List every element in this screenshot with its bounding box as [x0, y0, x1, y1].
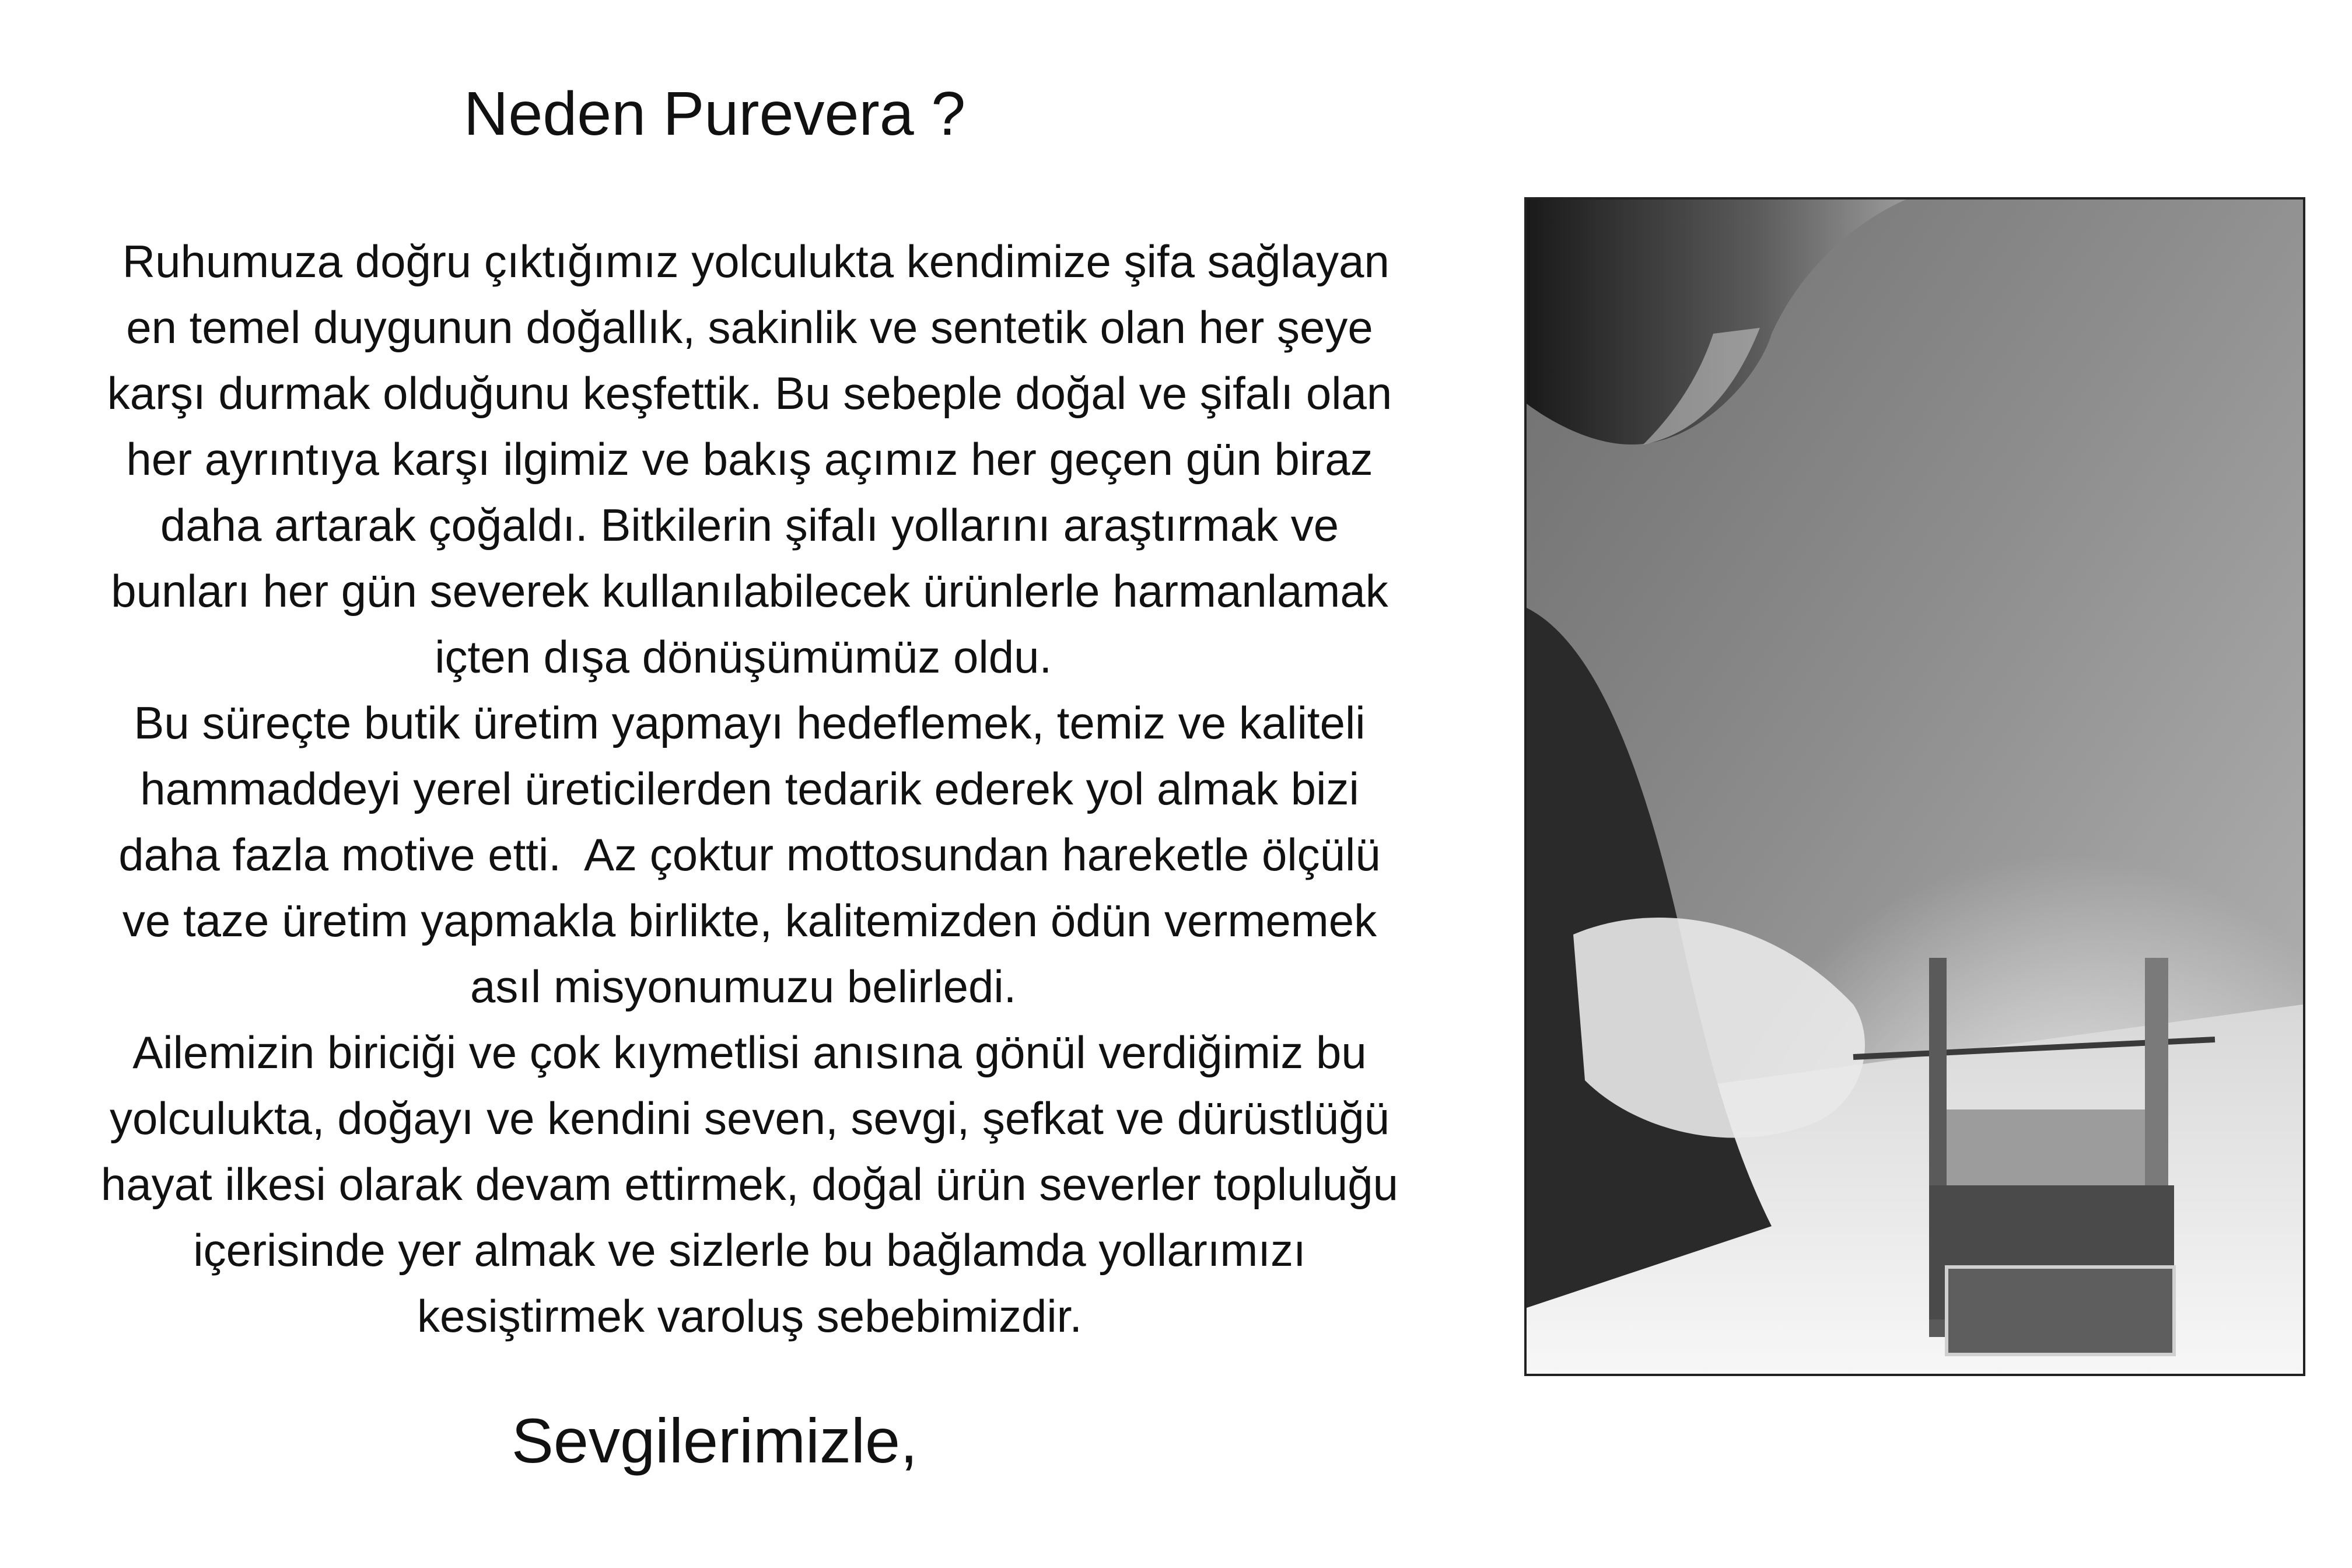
paragraph-line: bunları her gün severek kullanılabilecek ürünlerle harmanlamak: [111, 565, 1388, 617]
paragraph-line: yolculukta, doğayı ve kendini seven, sevgi, şefkat ve dürüstlüğü: [110, 1093, 1390, 1144]
paragraph-line: daha fazla motive etti. Az çoktur mottosundan hareketle ölçülü: [118, 829, 1381, 880]
paragraph-line: her ayrıntıya karşı ilgimiz ve bakış açımız her geçen gün biraz: [126, 433, 1373, 485]
about-paragraph: [76, 229, 1423, 1349]
paragraph-line: Ruhumuza doğru çıktığımız yolculukta kendimize şifa sağlayan: [110, 236, 1390, 287]
paragraph-line: Ailemizin biriciği ve çok kıymetlisi anısına gönül verdiğimiz bu: [132, 1027, 1367, 1078]
soap-bar: [1947, 1110, 2145, 1185]
paragraph-line: hayat ilkesi olarak devam ettirmek, doğal ürün severler topluluğu: [100, 1158, 1399, 1210]
soap-making-photo: [1524, 197, 2305, 1376]
paragraph-line: ve taze üretim yapmakla birlikte, kalitemizden ödün vermemek: [122, 895, 1377, 946]
paragraph-line: içten dışa dönüşümümüz oldu.: [435, 631, 1065, 682]
paragraph-line: Bu süreçte butik üretim yapmayı hedeflemek, temiz ve kaliteli: [134, 697, 1366, 748]
page-title: Neden Purevera ?: [463, 79, 966, 148]
signoff: Sevgilerimizle,: [511, 1405, 918, 1476]
paragraph-line: içerisinde yer almak ve sizlerle bu bağlamda yollarımızı: [193, 1224, 1306, 1276]
paragraph-line: en temel duygunun doğallık, sakinlik ve sentetik olan her şeye: [126, 302, 1373, 353]
paragraph-line: daha artarak çoğaldı. Bitkilerin şifalı yollarını araştırmak ve: [160, 499, 1339, 551]
paragraph-line: karşı durmak olduğunu keşfettik. Bu sebeple doğal ve şifalı olan: [107, 368, 1392, 419]
paragraph-line: asıl misyonumuzu belirledi.: [470, 961, 1030, 1012]
paragraph-line: kesiştirmek varoluş sebebimizdir.: [416, 1290, 1083, 1342]
photo-illustration: [1527, 200, 2303, 1374]
paragraph-line: hammaddeyi yerel üreticilerden tedarik ederek yol almak bizi: [140, 763, 1359, 814]
mold-front: [1947, 1267, 2174, 1354]
